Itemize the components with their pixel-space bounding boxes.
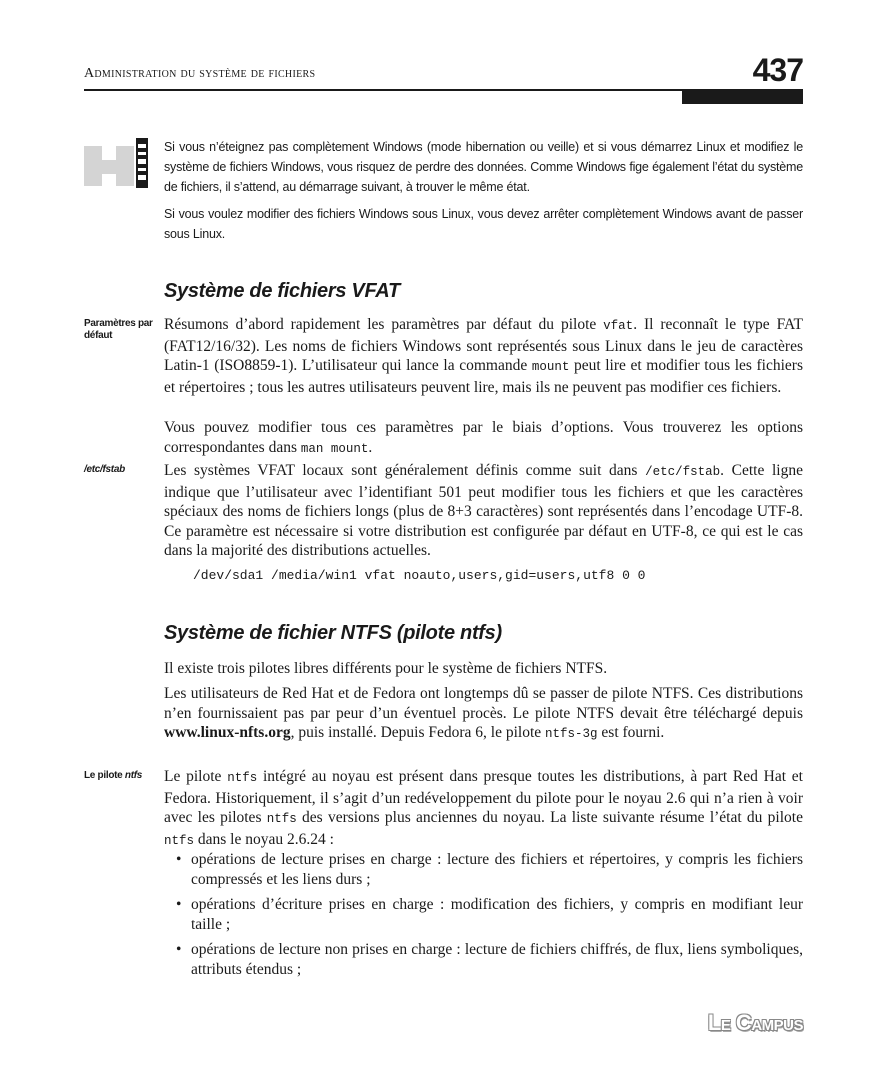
code-ntfs: ntfs [164,833,195,848]
code-mount: mount [531,360,570,374]
margin-note-fstab: /etc/fstab [84,464,125,475]
code-ntfs: ntfs [227,771,258,785]
publisher-logo: Le Campus [707,1010,803,1035]
running-header-title: Administration du système de fichiers [84,66,316,81]
note-hand-icon [84,138,150,190]
ntfs-paragraph-3: Le pilote ntfs intégré au noyau est présent dans presque toutes les distributions, à part Red Hat et Fedora. Historiquement, il s’agit d’un redéveloppement du pilote pour le noyau 2.6 qui n’a rien à voir avec les pilotes ntfs des versions plus anciennes du noyau. La liste suivante résume l’état du pilote ntfs dans le noyau 2.6.24 : [164,768,803,848]
code-ntfs-3g: ntfs-3g [545,727,598,741]
code-vfat: vfat [603,319,634,333]
vfat-paragraph-2: Vous pouvez modifier tous ces paramètres par le biais d’options. Vous trouverez les options correspondantes dans man mount. [164,419,803,456]
header-block [682,89,803,104]
code-etc-fstab: /etc/fstab [645,465,721,479]
ntfs-paragraph-1: Il existe trois pilotes libres différents pour le système de fichiers NTFS. [164,660,608,677]
section-title-vfat: Système de fichiers VFAT [164,280,400,302]
list-item: • opérations de lecture non prises en charge : lecture de fichiers chiffrés, de flux, liens symboliques, attributs étendus ; [176,941,803,978]
vfat-paragraph-3: Les systèmes VFAT locaux sont généralement définis comme suit dans /etc/fstab. Cette ligne indique que l’utilisateur avec l’identifiant 501 peut modifier tous les fichiers et que les caractères spéciaux des noms de fichiers longs (plus de 8+3 caractères) sont représentés dans l’encodage UTF-8. Ce paramètre est nécessaire si votre distribution est configurée par défaut en UTF-8, ce qui est le cas dans la majorité des distributions actuelles. [164,462,803,559]
note-paragraph-2: Si vous voulez modifier des fichiers Windows sous Linux, vous devez arrêter complètement Windows avant de passer sous Linux. [164,207,803,241]
note-paragraph-1: Si vous n’éteignez pas complètement Windows (mode hibernation ou veille) et si vous démarrez Linux et modifiez le système de fichiers Windows, vous risquez de perdre des données. Comme Windows fige également l’état du système de fichiers, il s’attend, au démarrage suivant, à trouver le même état. [164,140,803,194]
bullet-icon: • [176,851,182,868]
link-linux-ntfs: www.linux-nfts.org [164,724,291,741]
list-item: • opérations de lecture prises en charge : lecture des fichiers et répertoires, y compris les fichiers compressés et les liens durs ; [176,851,803,888]
bullet-icon: • [176,896,182,913]
margin-note-ntfs-driver: Le pilote ntfs [84,770,143,781]
code-fstab-line: /dev/sda1 /media/win1 vfat noauto,users,gid=users,utf8 0 0 [193,568,646,583]
ntfs-paragraph-2: Les utilisateurs de Red Hat et de Fedora ont longtemps dû se passer de pilote NTFS. Ces distributions n’en fournissaient pas par peur d’un éventuel procès. Le pilote NTFS devait être téléchargé depuis www.linux-nfts.org, puis installé. Depuis Fedora 6, le pilote ntfs-3g est fourni. [164,685,803,741]
code-man-mount: man mount [300,441,369,456]
bullet-icon: • [176,941,182,958]
vfat-paragraph-1: Résumons d’abord rapidement les paramètres par défaut du pilote vfat. Il reconnaît le type FAT (FAT12/16/32). Les noms de fichiers Windows sont représentés sous Linux dans le jeu de caractères Latin-1 (ISO8859-1). L’utilisateur qui lance la commande mount peut lire et modifier tous les fichiers et répertoires ; tous les autres utilisateurs peuvent lire, mais ils ne peuvent pas modifier ces fichiers. [164,316,804,396]
section-title-ntfs: Système de fichier NTFS (pilote ntfs) [164,622,502,644]
code-ntfs: ntfs [266,812,297,826]
list-item: • opérations d’écriture prises en charge : modification des fichiers, y compris en modifiant leur taille ; [176,896,803,933]
page-number: 437 [752,52,803,88]
margin-note-default-params: Paramètres par défaut [84,318,153,341]
